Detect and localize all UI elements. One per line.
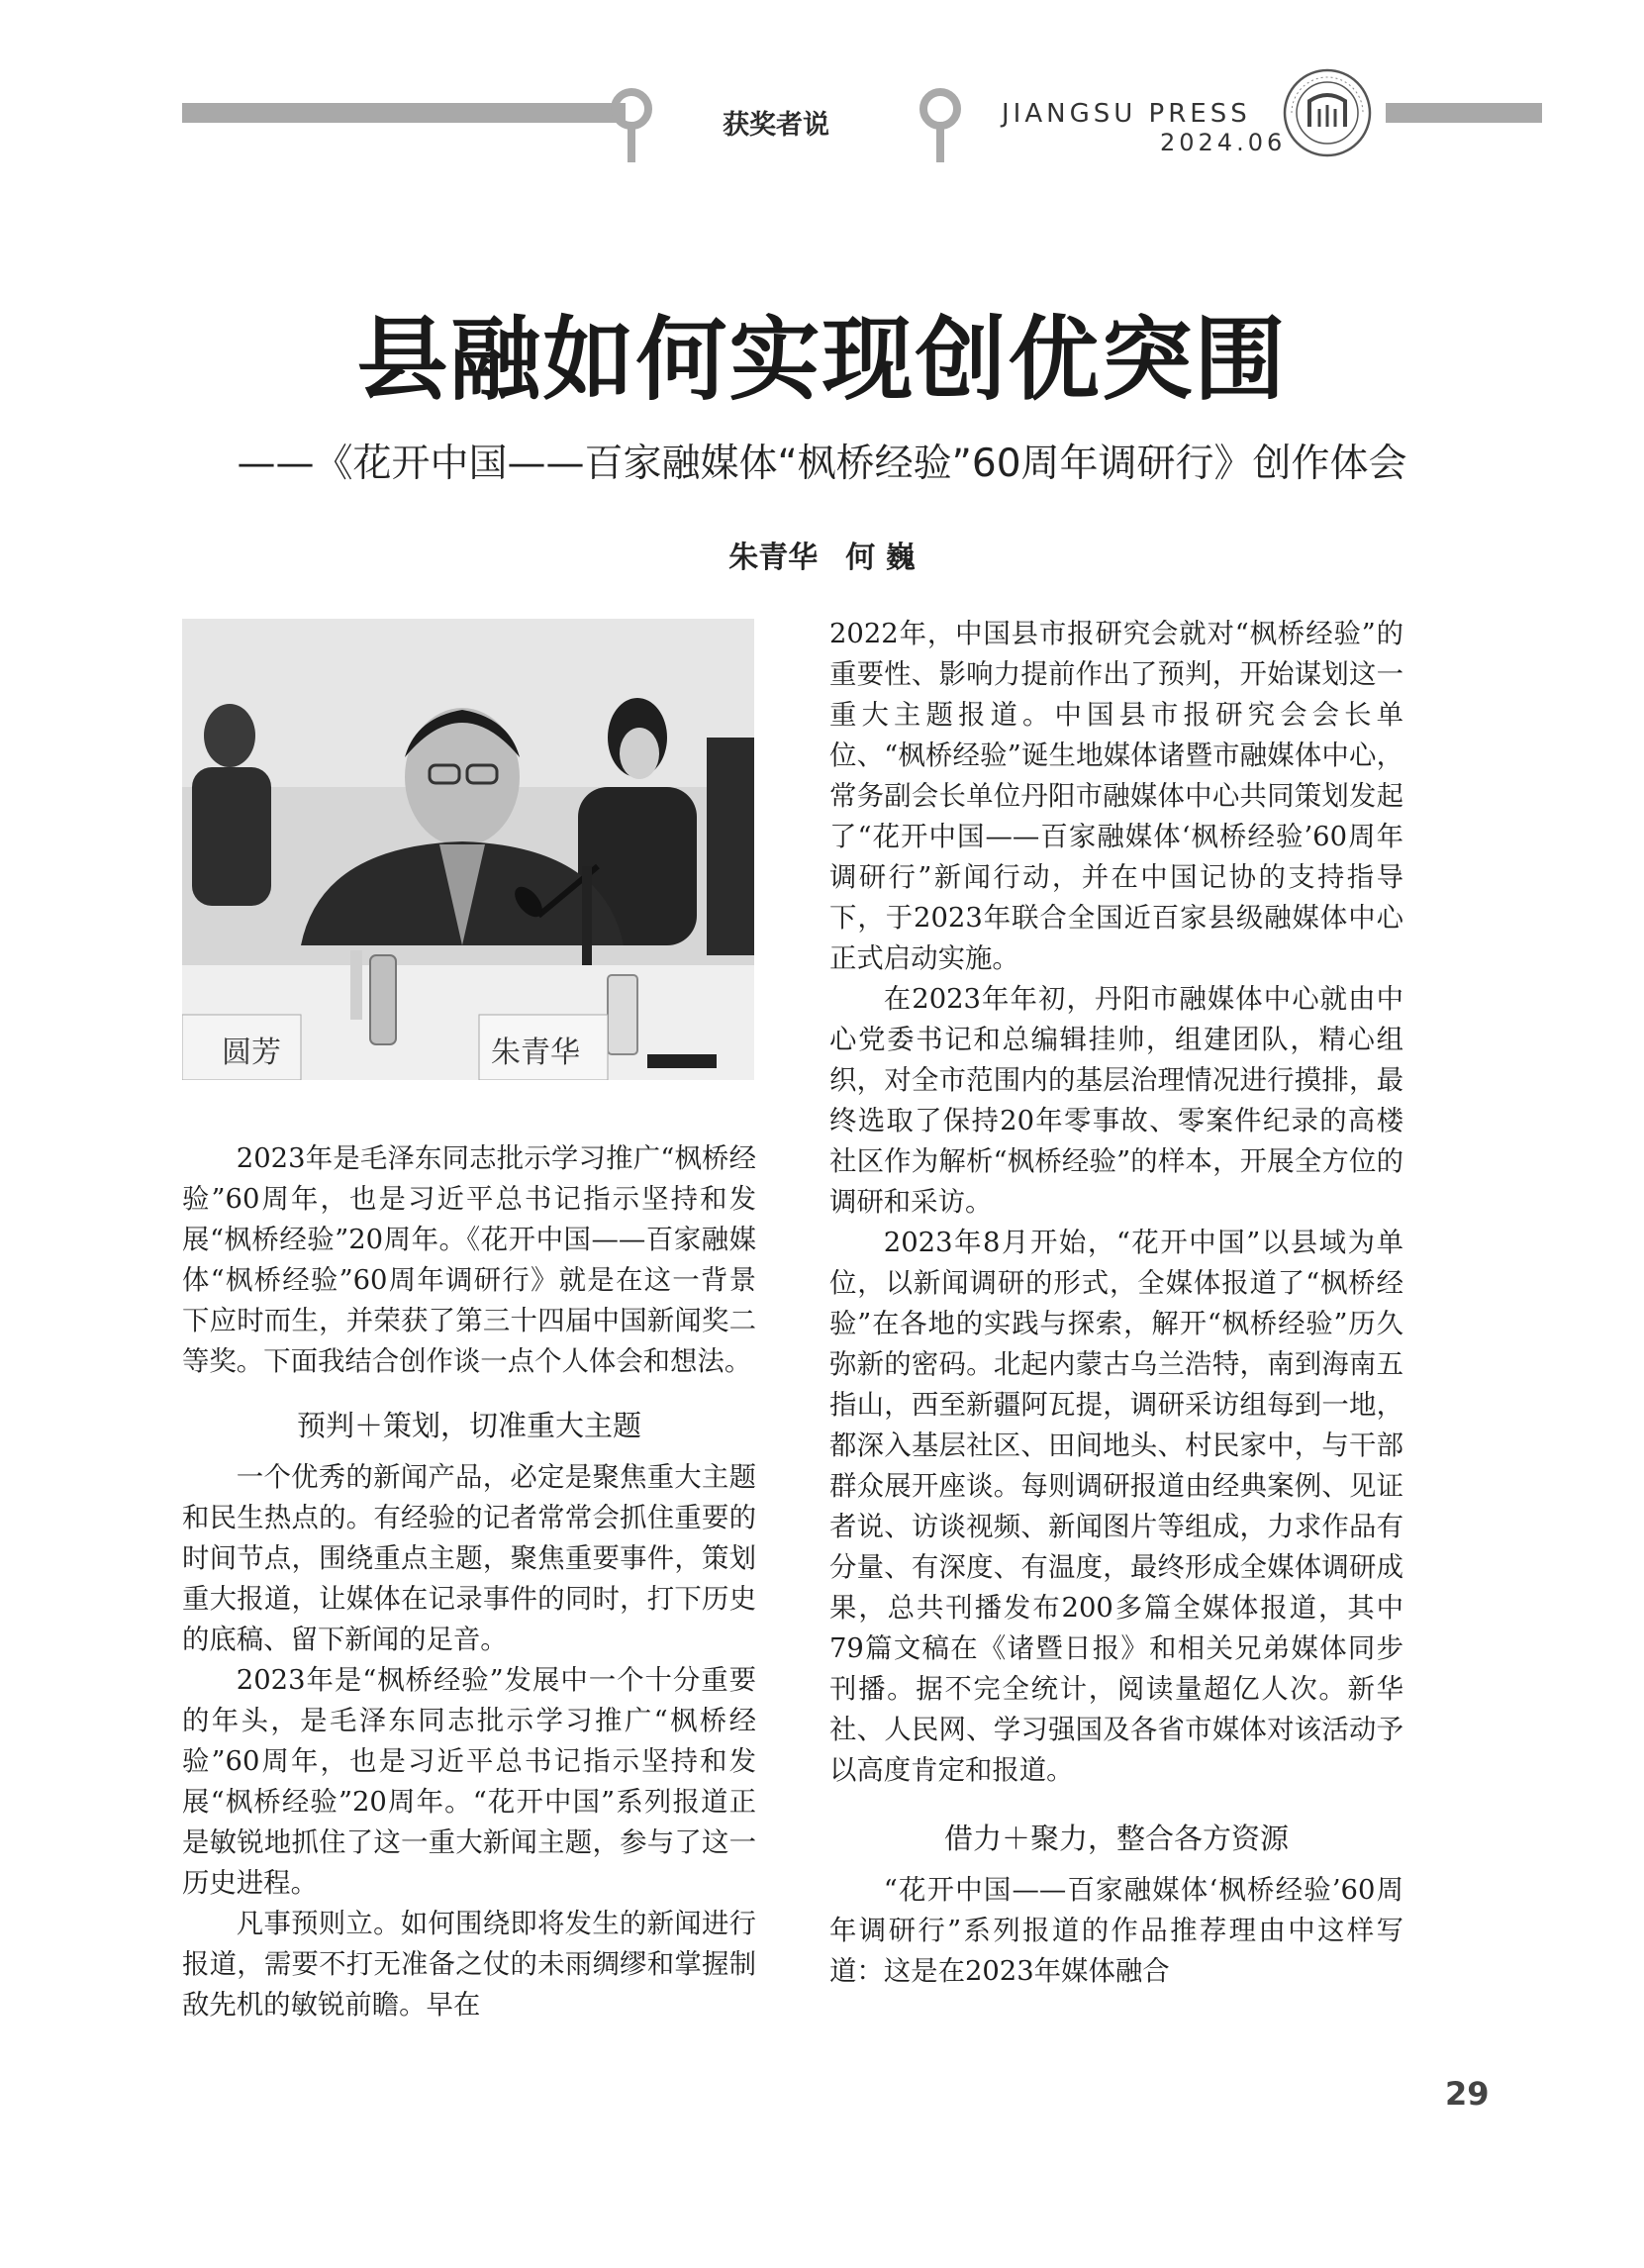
paragraph: 一个优秀的新闻产品，必定是聚焦重大主题和民生热点的。有经验的记者常常会抓住重要的时间节点，围绕重点主题，聚焦重要事件，策划重大报道，让媒体在记录事件的同时，打下历史的底稿、留下新闻的足音。 xyxy=(182,1462,756,1655)
header-bar-left xyxy=(182,103,626,123)
paragraph: 在2023年年初，丹阳市融媒体中心就由中心党委书记和总编辑挂帅，组建团队，精心组织，对全市范围内的基层治理情况进行摸排，最终选取了保持20年零事故、零案件纪录的高楼社区作为解析“枫桥经验”的样本，开展全方位的调研和采访。 xyxy=(829,984,1403,1218)
right-column xyxy=(829,614,1403,1992)
author-name: 朱青华 xyxy=(728,541,819,575)
author-line xyxy=(0,533,1644,576)
nameplate-right: 朱青华 xyxy=(491,1035,580,1070)
meeting-photo xyxy=(182,619,754,1080)
article-title: 县融如何实现创优突围 xyxy=(356,307,1288,413)
pin-icon-right xyxy=(915,87,966,166)
page-number: 29 xyxy=(1445,2075,1490,2113)
issue-number: 2024.06 xyxy=(1160,129,1287,156)
article-subtitle: ——《花开中国——百家融媒体“枫桥经验”60周年调研行》创作体会 xyxy=(237,442,1407,486)
paragraph: 2023年是毛泽东同志批示学习推广“枫桥经验”60周年，也是习近平总书记指示坚持和发展“枫桥经验”20周年。《花开中国——百家融媒体“枫桥经验”60周年调研行》就是在这一背景下应时而生，并荣获了第三十四届中国新闻奖二等奖。下面我结合创作谈一点个人体会和想法。 xyxy=(182,1143,756,1377)
paragraph: 2022年，中国县市报研究会就对“枫桥经验”的重要性、影响力提前作出了预判，开始谋划这一重大主题报道。中国县市报研究会会长单位、“枫桥经验”诞生地媒体诸暨市融媒体中心，常务副会长单位丹阳市融媒体中心共同策划发起了“花开中国——百家融媒体‘枫桥经验’60周年调研行”新闻行动，并在中国记协的支持指导下，于2023年联合全国近百家县级融媒体中心正式启动实施。 xyxy=(829,619,1403,974)
press-emblem-logo xyxy=(1282,67,1373,158)
press-name: JIANGSU PRESS xyxy=(1002,99,1251,129)
section-label: 获奖者说 xyxy=(723,110,829,141)
left-column xyxy=(182,1138,756,2025)
press-masthead xyxy=(1002,99,1287,156)
header-bar-right xyxy=(1386,103,1542,123)
pin-icon-left xyxy=(606,87,657,166)
paragraph: “花开中国——百家融媒体‘枫桥经验’60周年调研行”系列报道的作品推荐理由中这样写道：这是在2023年媒体融合 xyxy=(829,1875,1403,1987)
paragraph: 2023年是“枫桥经验”发展中一个十分重要的年头，是毛泽东同志批示学习推广“枫桥经验”60周年，也是习近平总书记指示坚持和发展“枫桥经验”20周年。“花开中国”系列报道正是敏锐地抓住了这一重大新闻主题，参与了这一历史进程。 xyxy=(182,1665,756,1899)
section-heading: 预判＋策划，切准重大主题 xyxy=(296,1409,641,1442)
section-heading: 借力＋聚力，整合各方资源 xyxy=(943,1822,1289,1855)
nameplate-left: 圆芳 xyxy=(222,1035,281,1070)
paragraph: 2023年8月开始，“花开中国”以县域为单位，以新闻调研的形式，全媒体报道了“枫桥经验”在各地的实践与探索，解开“枫桥经验”历久弥新的密码。北起内蒙古乌兰浩特，南到海南五指山，西至新疆阿瓦提，调研采访组每到一地，都深入基层社区、田间地头、村民家中，与干部群众展开座谈。每则调研报道由经典案例、见证者说、访谈视频、新闻图片等组成，力求作品有分量、有深度、有温度，最终形成全媒体调研成果，总共刊播发布200多篇全媒体报道，其中79篇文稿在《诸暨日报》和相关兄弟媒体同步刊播。据不完全统计，阅读量超亿人次。新华社、人民网、学习强国及各省市媒体对该活动予以高度肯定和报道。 xyxy=(829,1228,1403,1786)
paragraph: 凡事预则立。如何围绕即将发生的新闻进行报道，需要不打无准备之仗的未雨绸缪和掌握制敌先机的敏锐前瞻。早在 xyxy=(182,1909,756,2021)
author-name: 何 巍 xyxy=(845,541,916,575)
